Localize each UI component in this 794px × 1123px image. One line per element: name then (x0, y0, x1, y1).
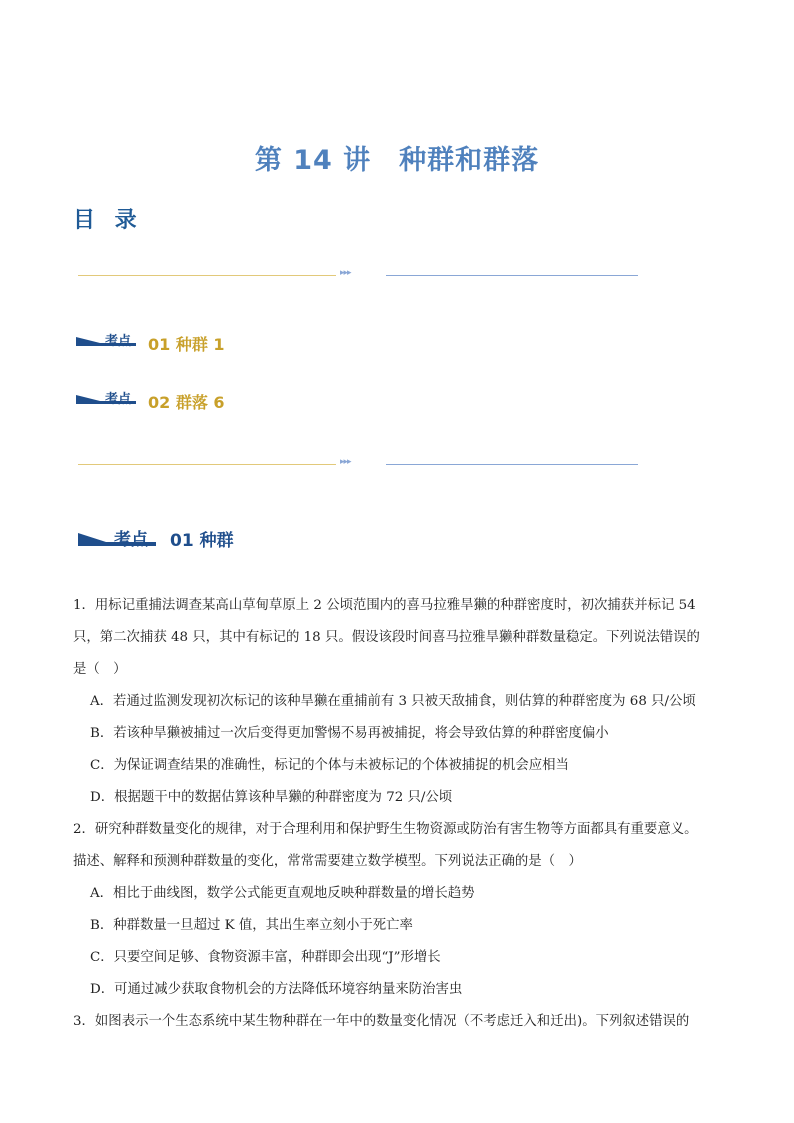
q2-option-b: B．种群数量一旦超过 K 值，其出生率立刻小于死亡率 (90, 918, 413, 933)
question-list (73, 590, 733, 1038)
q3-stem-line: 3．如图表示一个生态系统中某生物种群在一年中的数量变化情况（不考虑迁入和迁出)。下列叙述错误的 (73, 1014, 690, 1029)
q2-option-d: D．可通过减少获取食物机会的方法降低环境容纳量来防治害虫 (90, 982, 463, 997)
kaodian-badge-icon: 考点 (76, 332, 138, 350)
q1-option-d: D．根据题干中的数据估算该种旱獭的种群密度为 72 只/公顷 (90, 790, 453, 805)
page-title: 第 14 讲 种群和群落 (254, 145, 540, 176)
q1-option-c: C．为保证调查结果的准确性，标记的个体与未被标记的个体被捕捉的机会应相当 (90, 758, 569, 773)
kaodian-badge-icon: 考点 (76, 390, 138, 408)
q2-stem-line: 2．研究种群数量变化的规律，对于合理利用和保护野生生物资源或防治有害生物等方面都具有重要意义。 (73, 822, 698, 837)
q1-stem-line: 1．用标记重捕法调查某高山草甸草原上 2 公顷范围内的喜马拉雅旱獭的种群密度时，初次捕获并标记 54 (73, 598, 696, 613)
toc-item-label: 02 群落 6 (148, 393, 225, 412)
arrow-icons: ▸▸▸ (340, 457, 351, 467)
toc-item-community[interactable] (76, 390, 476, 414)
section-heading (78, 526, 478, 552)
toc-item-label: 01 种群 1 (148, 335, 225, 354)
section-title: 01 种群 (170, 531, 234, 551)
q1-stem-line: 是（ ） (73, 662, 127, 677)
divider-top (78, 268, 638, 281)
q2-option-c: C．只要空间足够、食物资源丰富，种群即会出现“J”形增长 (90, 950, 441, 965)
q1-option-b: B．若该种旱獭被捕过一次后变得更加警惕不易再被捕捉，将会导致估算的种群密度偏小 (90, 726, 609, 741)
toc-heading: 目 录 (73, 208, 143, 233)
q2-stem-line: 描述、解释和预测种群数量的变化，常常需要建立数学模型。下列说法正确的是（ ） (73, 854, 582, 869)
toc-item-population[interactable] (76, 332, 476, 356)
divider-bottom (78, 457, 638, 470)
kaodian-badge-icon: 考点 (78, 526, 158, 544)
q1-stem-line: 只，第二次捕获 48 只，其中有标记的 18 只。假设该段时间喜马拉雅旱獭种群数量稳定。下列说法错误的 (73, 630, 700, 645)
q2-option-a: A．相比于曲线图，数学公式能更直观地反映种群数量的增长趋势 (90, 886, 475, 901)
arrow-icons: ▸▸▸ (340, 268, 351, 278)
q1-option-a: A．若通过监测发现初次标记的该种旱獭在重捕前有 3 只被天敌捕食，则估算的种群密度为 68 只/公顷 (90, 694, 696, 709)
